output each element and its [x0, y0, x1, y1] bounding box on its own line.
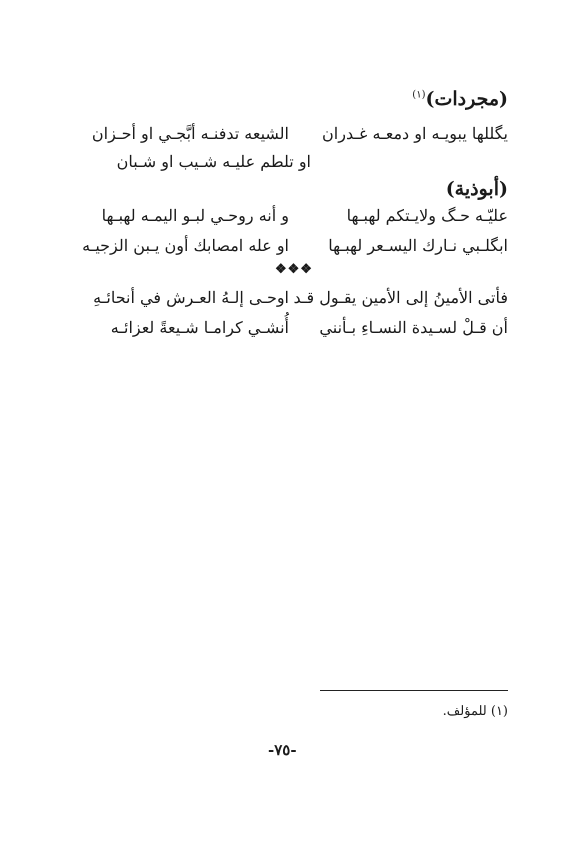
heading-title: (مجردات) [425, 88, 508, 110]
verse-hemistich: الشيعه تدفنـه أبَّجـي او أحـزان [91, 124, 289, 143]
verse-hemistich: أُنشـي كرامـا شـيعةً لعزائـه [110, 318, 289, 337]
ornament-divider: ❖❖❖ [275, 262, 313, 277]
footnote: (١) للمؤلف. [442, 704, 508, 719]
verse-hemistich: او تلطم عليـه شـيب او شـبان [116, 152, 311, 171]
verse-hemistich: و أنه روحـي لبـو اليمـه لهبـها [101, 206, 289, 225]
section-heading-mujarradat [412, 88, 508, 110]
footnote-marker: (١) [412, 89, 426, 101]
footnote-rule [320, 690, 508, 691]
verse-hemistich: عليّـه حـگ ولايـتكم لهبـها [346, 206, 508, 225]
verse-hemistich: أن قـلْ لسـيدة النسـاءِ بـأنني [319, 318, 508, 337]
verse-hemistich: فأتى الأمينُ إلى الأمين يقـول قـد [293, 288, 508, 307]
page-number: -٧٥- [268, 741, 297, 759]
verse-hemistich: او عله امصابك أون يـبن الزجيـه [82, 236, 289, 255]
verse-hemistich: ابگلـبي نـارك اليسـعر لهبـها [328, 236, 508, 255]
verse-hemistich: يگللها يبويـه او دمعـه غـدران [322, 124, 508, 143]
section-heading-abudhiya [446, 178, 508, 200]
heading-title: (أبوذية) [445, 178, 508, 200]
verse-hemistich: اوحـى إلـهُ العـرش في أنحائـهِ [93, 288, 289, 307]
